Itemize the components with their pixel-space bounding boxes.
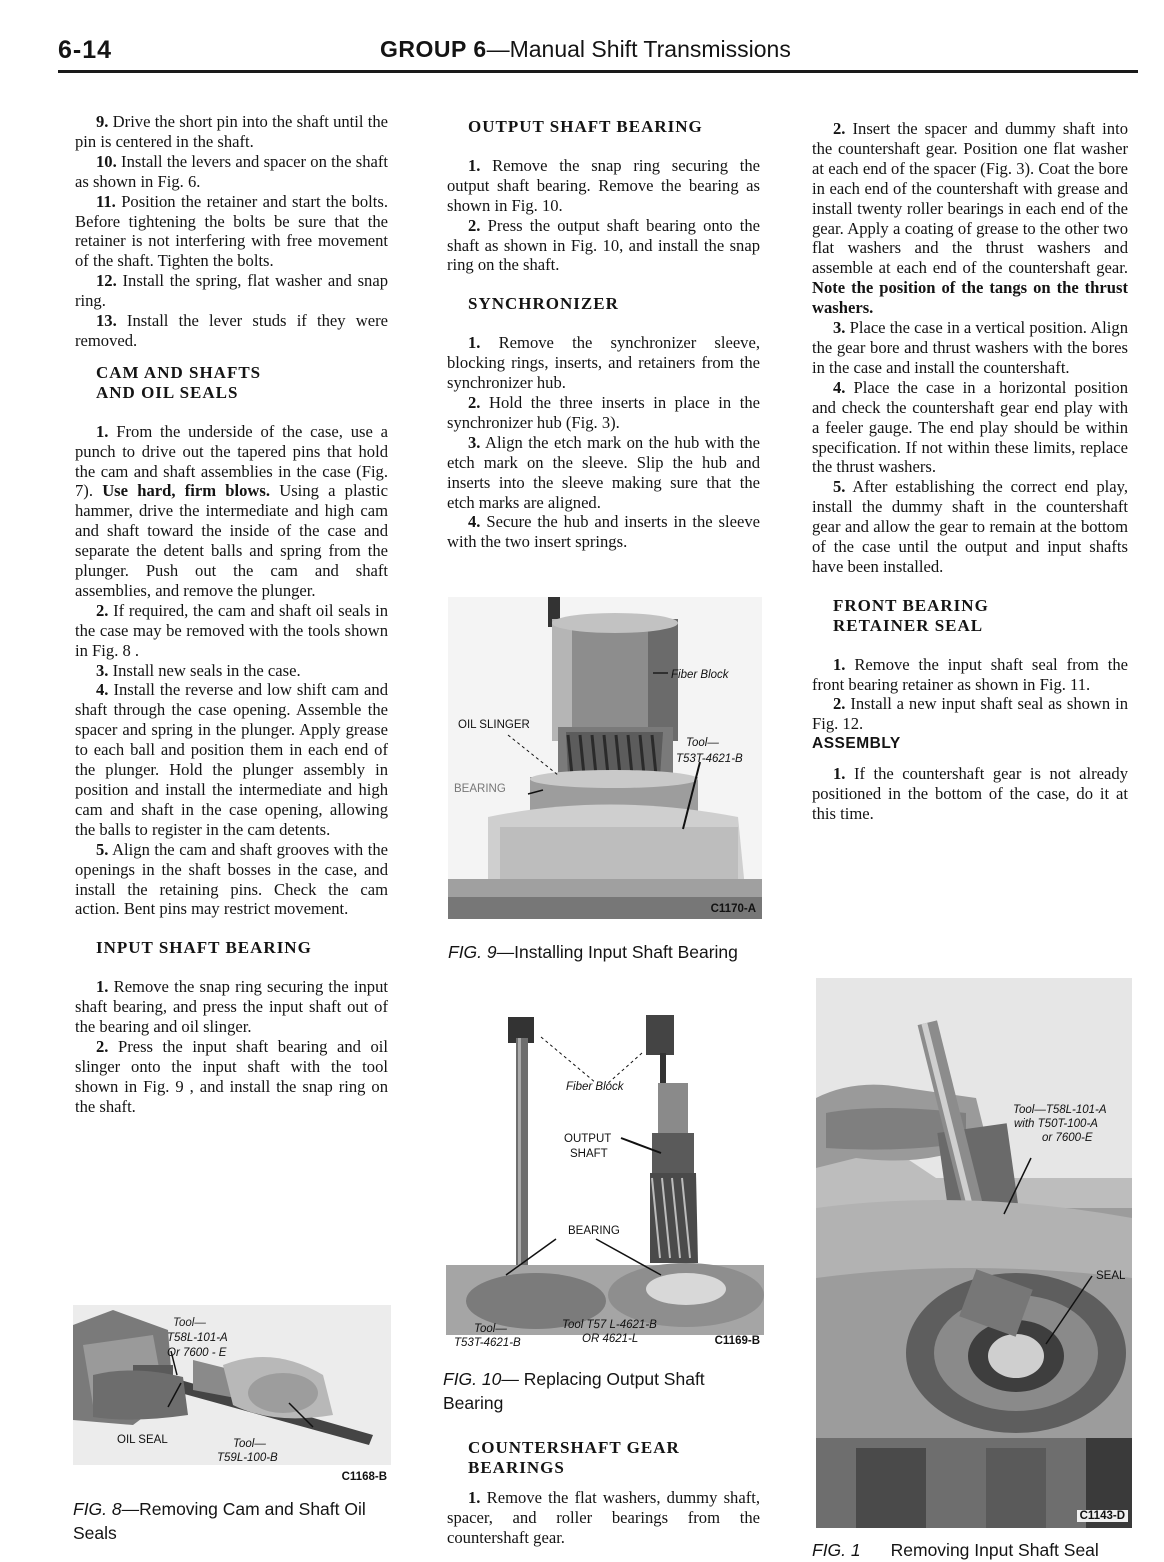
fig10-fiber-block: Fiber Block	[566, 1081, 624, 1093]
paragraph: 1. Remove the snap ring securing the output shaft bearing. Remove the bearing as shown in Fig. 10.	[447, 155, 760, 215]
paragraph: 1. Remove the flat washers, dummy shaft, spacer, and roller bearings from the countershaft gear.	[447, 1487, 760, 1547]
header-rule	[58, 70, 1138, 73]
paragraph: 1. Remove the synchronizer sleeve, blocking rings, inserts, and retainers from the synchronizer hub.	[447, 333, 760, 393]
fig-right-seal: SEAL	[1096, 1270, 1126, 1282]
fig8-tool1-b: T58L-101-A	[167, 1332, 228, 1344]
fig10-bearing: BEARING	[568, 1225, 620, 1237]
page-number: 6-14	[58, 36, 113, 64]
title-rest: —Manual Shift Transmissions	[486, 36, 791, 62]
fig9-fiber-block: Fiber Block	[671, 669, 729, 681]
paragraph: 3. Install new seals in the case.	[96, 660, 301, 680]
fig10-output-shaft-b: SHAFT	[570, 1148, 608, 1160]
section-heading-assembly: ASSEMBLY	[812, 735, 901, 753]
fig10-code: C1169-B	[714, 1335, 760, 1347]
fig8-tool1-a: Tool—	[173, 1317, 206, 1329]
section-heading-countershaft-2: BEARINGS	[468, 1457, 565, 1477]
fig-right-code: C1143-D	[1077, 1510, 1128, 1522]
fig10-tool-right-a: Tool T57 L-4621-B	[562, 1319, 657, 1331]
fig10-tool-left-b: T53T-4621-B	[454, 1337, 521, 1349]
fig9-caption: FIG. 9—Installing Input Shaft Bearing	[448, 942, 738, 962]
fig8-photo	[73, 1305, 391, 1465]
fig9-bearing: BEARING	[454, 783, 506, 795]
section-heading-cam: CAM AND SHAFTS	[96, 362, 262, 382]
fig10-tool-right-b: OR 4621-L	[582, 1333, 639, 1345]
column-1	[75, 112, 388, 1117]
paragraph: 1. Remove the snap ring securing the input shaft bearing, and press the input shaft out of the bearing and oil slinger.	[75, 977, 388, 1037]
paragraph: 1. Remove the input shaft seal from the front bearing retainer as shown in Fig. 11.	[812, 654, 1128, 694]
section-heading-input-shaft-bearing: INPUT SHAFT BEARING	[96, 938, 312, 958]
fig8-oil-seal: OIL SEAL	[117, 1434, 168, 1446]
paragraph: 2. Insert the spacer and dummy shaft into the countershaft gear. Position one flat washer at each end of the spacer (Fig. 3). Coat the bore in each end of the countershaft with grease and install twenty roller bearings in each end of the gear. Apply a coating of grease to the other two flat washers and the thrust washers and assemble at each end of the countershaft gear. Note the position of the tangs on the thrust washers.	[812, 119, 1128, 318]
fig8-code-row	[73, 1465, 391, 1491]
fig8-tool1-c: Or 7600 - E	[167, 1347, 227, 1359]
paragraph: 3. Place the case in a vertical position. Align the gear bore and thrust washers with the bores in the case and install the countershaft.	[812, 318, 1128, 377]
fig9-tool-b: T53T-4621-B	[676, 753, 743, 765]
fig-right-tool-b: with T50T-100-A	[1014, 1118, 1098, 1130]
section-heading-countershaft: COUNTERSHAFT GEAR	[468, 1438, 680, 1457]
paragraph: 5. Align the cam and shaft grooves with the openings in the shaft bosses in the case, and install the retaining pins. Check the cam action. Bent pins may restrict movement.	[75, 839, 388, 919]
paragraph: 4. Place the case in a horizontal position and check the countershaft gear end play with a feeler gauge. The end play should be within specification. If not within these limits, replace the thrust washers.	[812, 377, 1128, 477]
column-3	[812, 119, 1128, 824]
fig9-oil-slinger: OIL SLINGER	[458, 719, 530, 731]
column-2	[447, 117, 760, 552]
fig-right-illustration	[816, 978, 1132, 1528]
paragraph: 9. Drive the short pin into the shaft until the pin is centered in the shaft.	[75, 112, 388, 151]
group-label: GROUP 6	[380, 36, 487, 62]
paragraph: 4. Secure the hub and inserts in the sleeve with the two insert springs.	[447, 512, 760, 552]
fig8-code: C1168-B	[341, 1471, 387, 1483]
fig-right-tool-a: Tool—T58L-101-A	[1013, 1104, 1107, 1116]
paragraph: 11. Position the retainer and start the bolts. Before tightening the bolts be sure that the retainer is not interfering with free movement of the shaft. Tighten the bolts.	[75, 191, 388, 271]
paragraph: 2. Press the output shaft bearing onto the shaft as shown in Fig. 10, and install the snap ring on the shaft.	[447, 215, 760, 275]
section-heading-synchronizer: SYNCHRONIZER	[468, 294, 619, 314]
fig10-output-shaft-a: OUTPUT	[564, 1133, 612, 1145]
fig8-tool2-a: Tool—	[233, 1438, 266, 1450]
fig-right-caption: FIG. 1 Removing Input Shaft Seal	[812, 1540, 1099, 1560]
fig9-photo	[448, 597, 762, 919]
fig10-caption: FIG. 10— Replacing Output Shaft Bearing	[443, 1369, 705, 1413]
paragraph: 2. Hold the three inserts in place in the synchronizer hub (Fig. 3).	[447, 392, 760, 432]
fig9-code: C1170-A	[710, 903, 756, 915]
fig10-illustration	[446, 1013, 764, 1353]
paragraph: 10. Install the levers and spacer on the shaft as shown in Fig. 6.	[75, 151, 388, 191]
section-heading-cam-2: AND OIL SEALS	[96, 382, 239, 402]
paragraph: 1. If the countershaft gear is not already positioned in the bottom of the case, do it at this time.	[812, 764, 1128, 823]
paragraph: 2. If required, the cam and shaft oil seals in the case may be removed with the tools shown in Fig. 8 .	[75, 600, 388, 660]
fig10-photo	[446, 1013, 764, 1353]
page-header	[58, 30, 1138, 78]
paragraph: 13. Install the lever studs if they were removed.	[75, 311, 388, 350]
paragraph: 3. Align the etch mark on the hub with the etch mark on the sleeve. Slip the hub and inserts into the sleeve making sure that the etch marks are aligned.	[447, 432, 760, 512]
paragraph: 4. Install the reverse and low shift cam and shaft through the case opening. Assemble the spacer and spring in the plunger. Apply grease to each ball and position them in each end of the plunger. Hold the plunger assembly in position and install the intermediate and high cam and shaft in the case opening, allowing the balls to register in the cam detents.	[75, 680, 388, 839]
paragraph: 1. From the underside of the case, use a punch to drive out the tapered pins that hold the cam and shaft assemblies in the case (Fig. 7). Use hard, firm blows. Using a plastic hammer, drive the intermediate and high cam and shaft toward the inside of the case and separate the detent balls and spring from the plunger. Push out the cam and shaft assemblies, and remove the plunger.	[75, 421, 388, 600]
fig10-tool-left-a: Tool—	[474, 1323, 507, 1335]
paragraph: 5. After establishing the correct end play, install the dummy shaft in the countershaft gear and allow the gear to remain at the bottom of the case until the output and input shafts have been installed.	[812, 477, 1128, 576]
fig8-tool2-b: T59L-100-B	[217, 1452, 278, 1464]
fig-right-tool-c: or 7600-E	[1042, 1132, 1093, 1144]
paragraph: 12. Install the spring, flat washer and snap ring.	[75, 271, 388, 311]
section-heading-output-shaft-bearing: OUTPUT SHAFT BEARING	[468, 117, 703, 136]
fig-right-photo	[816, 978, 1132, 1528]
section-heading-front-bearing: FRONT BEARING	[833, 595, 989, 615]
column-2-bottom	[447, 1438, 760, 1548]
fig9-tool-a: Tool—	[686, 737, 719, 749]
section-heading-front-bearing-2: RETAINER SEAL	[833, 615, 984, 635]
fig8-caption: FIG. 8—Removing Cam and Shaft Oil Seals	[73, 1499, 366, 1543]
paragraph: 2. Press the input shaft bearing and oil slinger onto the input shaft with the tool shown in Fig. 9 , and install the snap ring on the shaft.	[75, 1036, 388, 1116]
page-title	[380, 36, 791, 63]
paragraph: 2. Install a new input shaft seal as shown in Fig. 12.	[812, 694, 1128, 734]
